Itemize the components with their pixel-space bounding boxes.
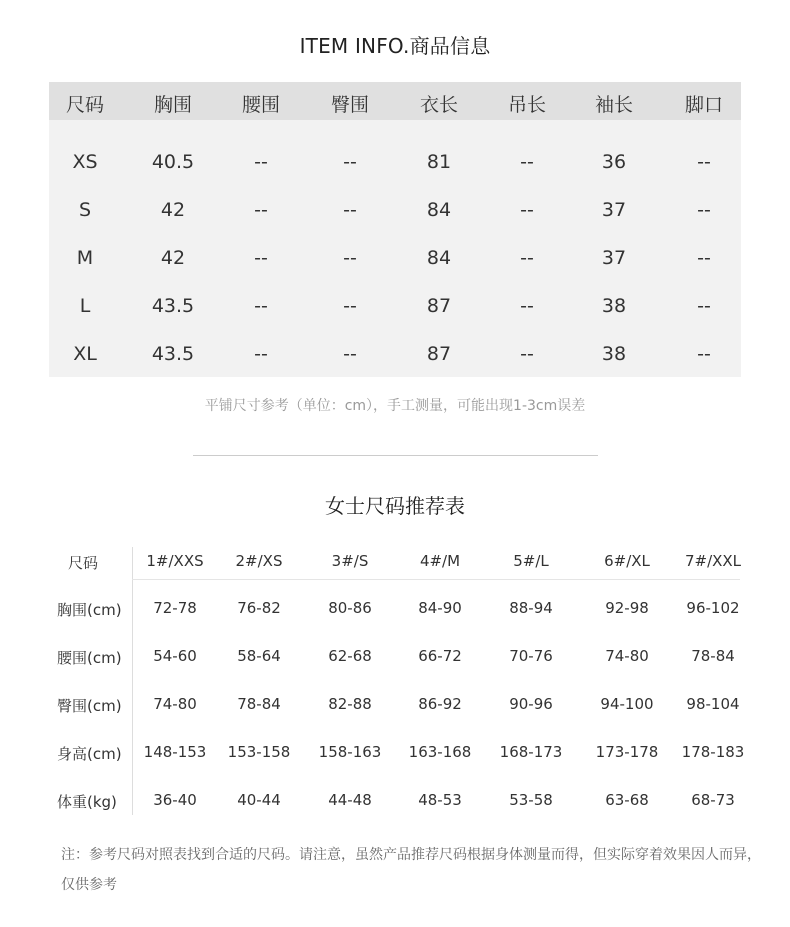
- recommend-cell: 48-53: [418, 791, 462, 809]
- recommend-cell: 53-58: [509, 791, 553, 809]
- item-table-row: [49, 188, 741, 236]
- recommend-cell: 72-78: [153, 599, 197, 617]
- recommend-cell: 158-163: [318, 743, 382, 761]
- item-info-header-row: [49, 82, 741, 120]
- recommend-cell: 178-183: [681, 743, 745, 761]
- item-table-cell: XL: [73, 343, 97, 365]
- recommend-column-header: 6#/XL: [604, 552, 650, 570]
- recommend-column-header: 1#/XXS: [146, 552, 204, 570]
- item-table-cell: --: [254, 151, 268, 173]
- table-vertical-line: [132, 547, 133, 815]
- recommend-cell: 82-88: [328, 695, 372, 713]
- item-table-row: [49, 140, 741, 188]
- recommend-cell: 92-98: [605, 599, 649, 617]
- recommend-cell: 86-92: [418, 695, 462, 713]
- item-table-cell: 84: [426, 247, 452, 269]
- item-header-cell: 胸围: [153, 94, 193, 116]
- recommend-cell: 63-68: [605, 791, 649, 809]
- item-header-cell: 尺码: [65, 94, 105, 116]
- recommend-column-header: 7#/XXL: [684, 552, 742, 570]
- item-header-cell: 腰围: [241, 94, 281, 116]
- recommend-row-label: 臀围(cm): [57, 697, 122, 715]
- recommend-column-header: 2#/XS: [235, 552, 283, 570]
- recommend-column-header: 3#/S: [331, 552, 369, 570]
- item-table-cell: --: [343, 343, 357, 365]
- item-table-cell: 42: [160, 247, 186, 269]
- item-table-cell: 38: [601, 343, 627, 365]
- item-header-cell: 吊长: [507, 94, 547, 116]
- recommend-cell: 76-82: [237, 599, 281, 617]
- item-table-cell: --: [520, 151, 534, 173]
- recommend-corner-label: 尺码: [68, 554, 99, 572]
- recommend-row-label: 腰围(cm): [57, 649, 122, 667]
- item-table-cell: XS: [72, 151, 98, 173]
- recommend-column-header: 5#/L: [513, 552, 549, 570]
- item-header-cell: 脚口: [684, 94, 724, 116]
- item-table-cell: --: [254, 343, 268, 365]
- recommend-cell: 173-178: [595, 743, 659, 761]
- item-table-cell: 81: [426, 151, 452, 173]
- recommend-cell: 148-153: [143, 743, 207, 761]
- item-table-row: [49, 236, 741, 284]
- recommend-cell: 68-73: [691, 791, 735, 809]
- recommend-cell: 54-60: [153, 647, 197, 665]
- item-table-cell: --: [520, 247, 534, 269]
- item-table-cell: M: [76, 247, 94, 269]
- item-table-cell: --: [520, 295, 534, 317]
- measurement-note: 平铺尺寸参考（单位：cm），手工测量，可能出现1-3cm误差: [204, 398, 586, 414]
- item-table-row: [49, 332, 741, 380]
- recommend-cell: 74-80: [605, 647, 649, 665]
- recommend-cell: 78-84: [237, 695, 281, 713]
- recommend-row-label: 体重(kg): [57, 793, 117, 811]
- recommend-title: 女士尺码推荐表: [325, 494, 465, 518]
- recommend-cell: 78-84: [691, 647, 735, 665]
- item-table-cell: 43.5: [151, 343, 195, 365]
- recommend-cell: 168-173: [499, 743, 563, 761]
- recommend-cell: 163-168: [408, 743, 472, 761]
- recommend-cell: 98-104: [686, 695, 740, 713]
- item-table-cell: 87: [426, 295, 452, 317]
- item-table-cell: --: [343, 151, 357, 173]
- recommend-column-header: 4#/M: [419, 552, 461, 570]
- recommend-cell: 153-158: [227, 743, 291, 761]
- item-table-cell: --: [254, 247, 268, 269]
- recommend-cell: 74-80: [153, 695, 197, 713]
- recommend-cell: 58-64: [237, 647, 281, 665]
- item-table-cell: 87: [426, 343, 452, 365]
- recommend-cell: 90-96: [509, 695, 553, 713]
- item-table-cell: --: [343, 247, 357, 269]
- item-table-cell: --: [697, 199, 711, 221]
- recommend-cell: 70-76: [509, 647, 553, 665]
- recommend-cell: 80-86: [328, 599, 372, 617]
- table-horizontal-line: [132, 579, 740, 580]
- item-table-cell: --: [520, 343, 534, 365]
- item-table-cell: 38: [601, 295, 627, 317]
- recommend-cell: 94-100: [600, 695, 654, 713]
- item-table-cell: 43.5: [151, 295, 195, 317]
- item-table-cell: --: [254, 295, 268, 317]
- item-header-cell: 袖长: [594, 94, 634, 116]
- item-table-cell: --: [343, 199, 357, 221]
- recommend-row-label: 身高(cm): [57, 745, 122, 763]
- item-table-cell: --: [254, 199, 268, 221]
- item-table-cell: --: [697, 343, 711, 365]
- recommend-row-label: 胸围(cm): [57, 601, 122, 619]
- item-table-cell: --: [697, 151, 711, 173]
- item-header-cell: 衣长: [419, 94, 459, 116]
- item-table-cell: --: [343, 295, 357, 317]
- recommend-cell: 62-68: [328, 647, 372, 665]
- item-info-table: [49, 82, 741, 377]
- item-header-cell: 臀围: [330, 94, 370, 116]
- item-table-cell: L: [79, 295, 91, 317]
- section-divider: [193, 455, 598, 456]
- item-table-cell: --: [697, 247, 711, 269]
- item-table-cell: 37: [601, 247, 627, 269]
- item-table-cell: 84: [426, 199, 452, 221]
- recommend-cell: 66-72: [418, 647, 462, 665]
- item-table-cell: 37: [601, 199, 627, 221]
- recommend-cell: 36-40: [153, 791, 197, 809]
- recommend-cell: 88-94: [509, 599, 553, 617]
- item-table-cell: 42: [160, 199, 186, 221]
- recommend-note: 注：参考尺码对照表找到合适的尺码。请注意，虽然产品推荐尺码根据身体测量而得，但实际穿着效果因人而异，仅供参考: [61, 847, 761, 893]
- recommend-cell: 44-48: [328, 791, 372, 809]
- item-table-cell: 40.5: [151, 151, 195, 173]
- recommend-cell: 40-44: [237, 791, 281, 809]
- item-table-cell: S: [78, 199, 92, 221]
- item-table-cell: --: [520, 199, 534, 221]
- recommend-cell: 96-102: [686, 599, 740, 617]
- recommend-cell: 84-90: [418, 599, 462, 617]
- item-info-title: ITEM INFO.商品信息: [299, 34, 491, 58]
- item-table-cell: --: [697, 295, 711, 317]
- item-table-cell: 36: [601, 151, 627, 173]
- item-table-row: [49, 284, 741, 332]
